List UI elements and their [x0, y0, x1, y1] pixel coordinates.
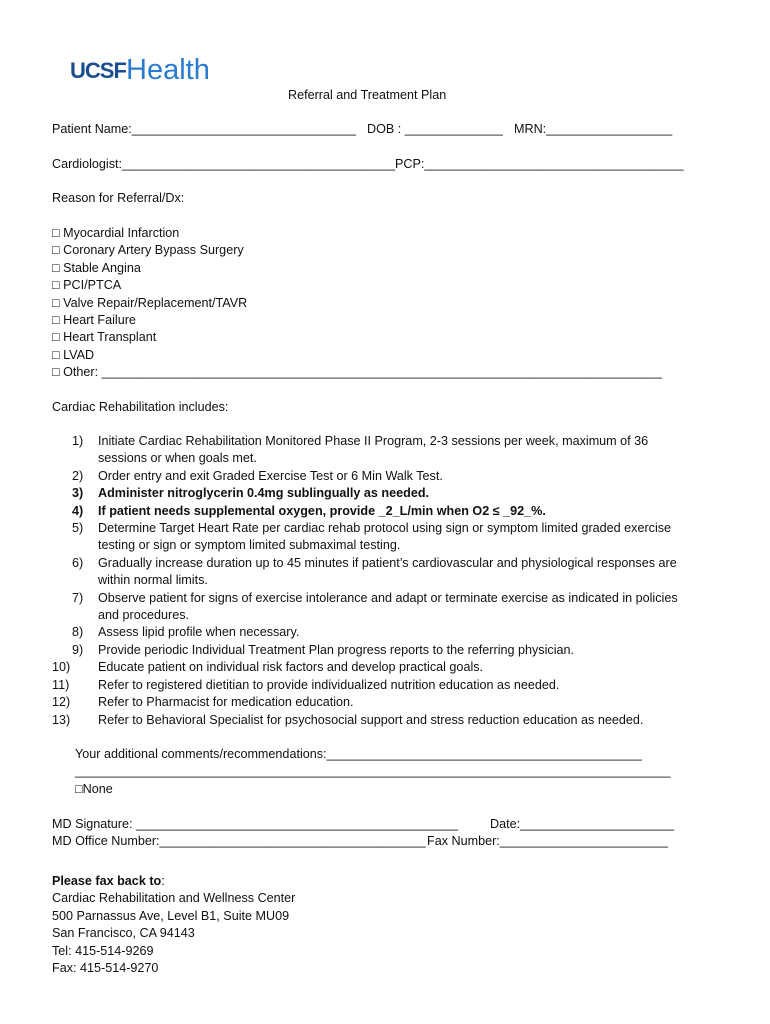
- reason-item-heart-transplant[interactable]: □ Heart Transplant: [52, 330, 157, 345]
- list-item: [52, 712, 692, 729]
- list-item-text: Gradually increase duration up to 45 minutes if patient’s cardiovascular and physiological responses are within normal limits.: [98, 555, 677, 588]
- reason-checklist: [52, 225, 662, 382]
- reason-item-valve[interactable]: □ Valve Repair/Replacement/TAVR: [52, 295, 248, 310]
- list-item-text: Order entry and exit Graded Exercise Test or 6 Min Walk Test.: [98, 468, 443, 483]
- fax-back-colon: :: [161, 874, 165, 888]
- rehab-list: [52, 433, 692, 729]
- list-item: [52, 485, 692, 502]
- list-item-number: 6): [72, 555, 84, 570]
- list-item: [52, 590, 692, 625]
- reason-item-cabg[interactable]: □ Coronary Artery Bypass Surgery: [52, 243, 244, 258]
- fax-back-heading: [52, 873, 295, 890]
- list-item-text: If patient needs supplemental oxygen, provide _2_L/min when O2 ≤ _92_%.: [98, 503, 546, 518]
- list-item: [52, 659, 692, 676]
- list-item-number: 1): [72, 434, 84, 448]
- comments-field[interactable]: Your additional comments/recommendations:_____________________________________________: [75, 747, 642, 761]
- reason-item-mi[interactable]: □ Myocardial Infarction: [52, 226, 180, 240]
- list-item: [52, 468, 692, 485]
- list-item-text: Refer to registered dietitian to provide individualized nutrition education as needed.: [98, 677, 560, 692]
- list-item-number: 2): [72, 468, 84, 483]
- list-item-text: Initiate Cardiac Rehabilitation Monitored Phase II Program, 2-3 sessions per week, maximum of 36 sessions or when goals met.: [98, 434, 649, 466]
- list-item-text: Provide periodic Individual Treatment Plan progress reports to the referring physician.: [98, 642, 575, 657]
- pcp-field[interactable]: PCP:_____________________________________: [395, 157, 684, 171]
- logo-health-text: Health: [126, 54, 210, 86]
- list-item: [52, 694, 692, 711]
- reason-item-stable-angina[interactable]: □ Stable Angina: [52, 260, 141, 275]
- list-item-text: Determine Target Heart Rate per cardiac rehab protocol using sign or symptom limited graded exercise testing or sign or symptom limited submaximal testing.: [98, 521, 672, 553]
- list-item-number: 9): [72, 642, 84, 657]
- list-item-number: 5): [72, 521, 84, 536]
- list-item-number: 7): [72, 590, 84, 605]
- reason-heading: Reason for Referral/Dx:: [52, 191, 185, 205]
- list-item-number: 13): [52, 712, 71, 727]
- list-item-text: Refer to Pharmacist for medication education.: [98, 695, 354, 710]
- list-item: [52, 503, 692, 520]
- list-item: [52, 433, 692, 468]
- list-item-text: Observe patient for signs of exercise intolerance and adapt or terminate exercise as indicated in policies and procedures.: [98, 590, 678, 623]
- fax-back-line: San Francisco, CA 94143: [52, 926, 195, 941]
- date-field[interactable]: Date:______________________: [490, 817, 675, 831]
- dob-field[interactable]: DOB : ______________: [367, 122, 503, 136]
- list-item-text: Assess lipid profile when necessary.: [98, 625, 300, 640]
- rehab-heading: Cardiac Rehabilitation includes:: [52, 400, 229, 414]
- fax-number-field[interactable]: Fax Number:________________________: [427, 834, 668, 848]
- list-item-text: Educate patient on individual risk factors and develop practical goals.: [98, 660, 484, 675]
- list-item-number: 3): [72, 486, 84, 501]
- list-item-number: 11): [52, 677, 70, 692]
- list-item: [52, 642, 692, 659]
- list-item-number: 10): [52, 660, 71, 675]
- list-item-text: Administer nitroglycerin 0.4mg sublingually as needed.: [98, 486, 430, 501]
- comments-line-2[interactable]: _____________________________________________________________________________________: [75, 764, 671, 778]
- list-item: [52, 520, 692, 555]
- list-item: [52, 624, 692, 641]
- reason-item-pci[interactable]: □ PCI/PTCA: [52, 278, 122, 293]
- fax-back-line: 500 Parnassus Ave, Level B1, Suite MU09: [52, 908, 290, 923]
- reason-item-lvad[interactable]: □ LVAD: [52, 347, 95, 362]
- fax-back-line: Tel: 415-514-9269: [52, 943, 154, 958]
- list-item-number: 4): [72, 503, 84, 518]
- patient-name-field[interactable]: Patient Name:________________________________: [52, 122, 356, 136]
- fax-back-line: Cardiac Rehabilitation and Wellness Center: [52, 891, 296, 906]
- logo-ucsf-text: UCSF: [70, 58, 126, 83]
- list-item: [52, 677, 692, 694]
- fax-back-line: Fax: 415-514-9270: [52, 961, 159, 976]
- mrn-field[interactable]: MRN:__________________: [514, 122, 673, 136]
- list-item: [52, 555, 692, 590]
- none-checkbox[interactable]: □None: [75, 782, 113, 796]
- list-item-number: 8): [72, 625, 84, 640]
- list-item-number: 12): [52, 695, 71, 710]
- md-signature-field[interactable]: MD Signature: ______________________________________________: [52, 817, 459, 831]
- fax-back-block: [52, 873, 295, 977]
- page-title: Referral and Treatment Plan: [288, 88, 447, 102]
- cardiologist-field[interactable]: Cardiologist:_______________________________________: [52, 157, 396, 171]
- list-item-text: Refer to Behavioral Specialist for psychosocial support and stress reduction education as needed.: [98, 712, 644, 727]
- fax-back-heading-text: Please fax back to: [52, 874, 162, 888]
- reason-item-heart-failure[interactable]: □ Heart Failure: [52, 313, 136, 328]
- md-office-number-field[interactable]: MD Office Number:______________________________________: [52, 834, 426, 848]
- reason-item-other[interactable]: □ Other: ________________________________________________________________________________: [52, 365, 662, 380]
